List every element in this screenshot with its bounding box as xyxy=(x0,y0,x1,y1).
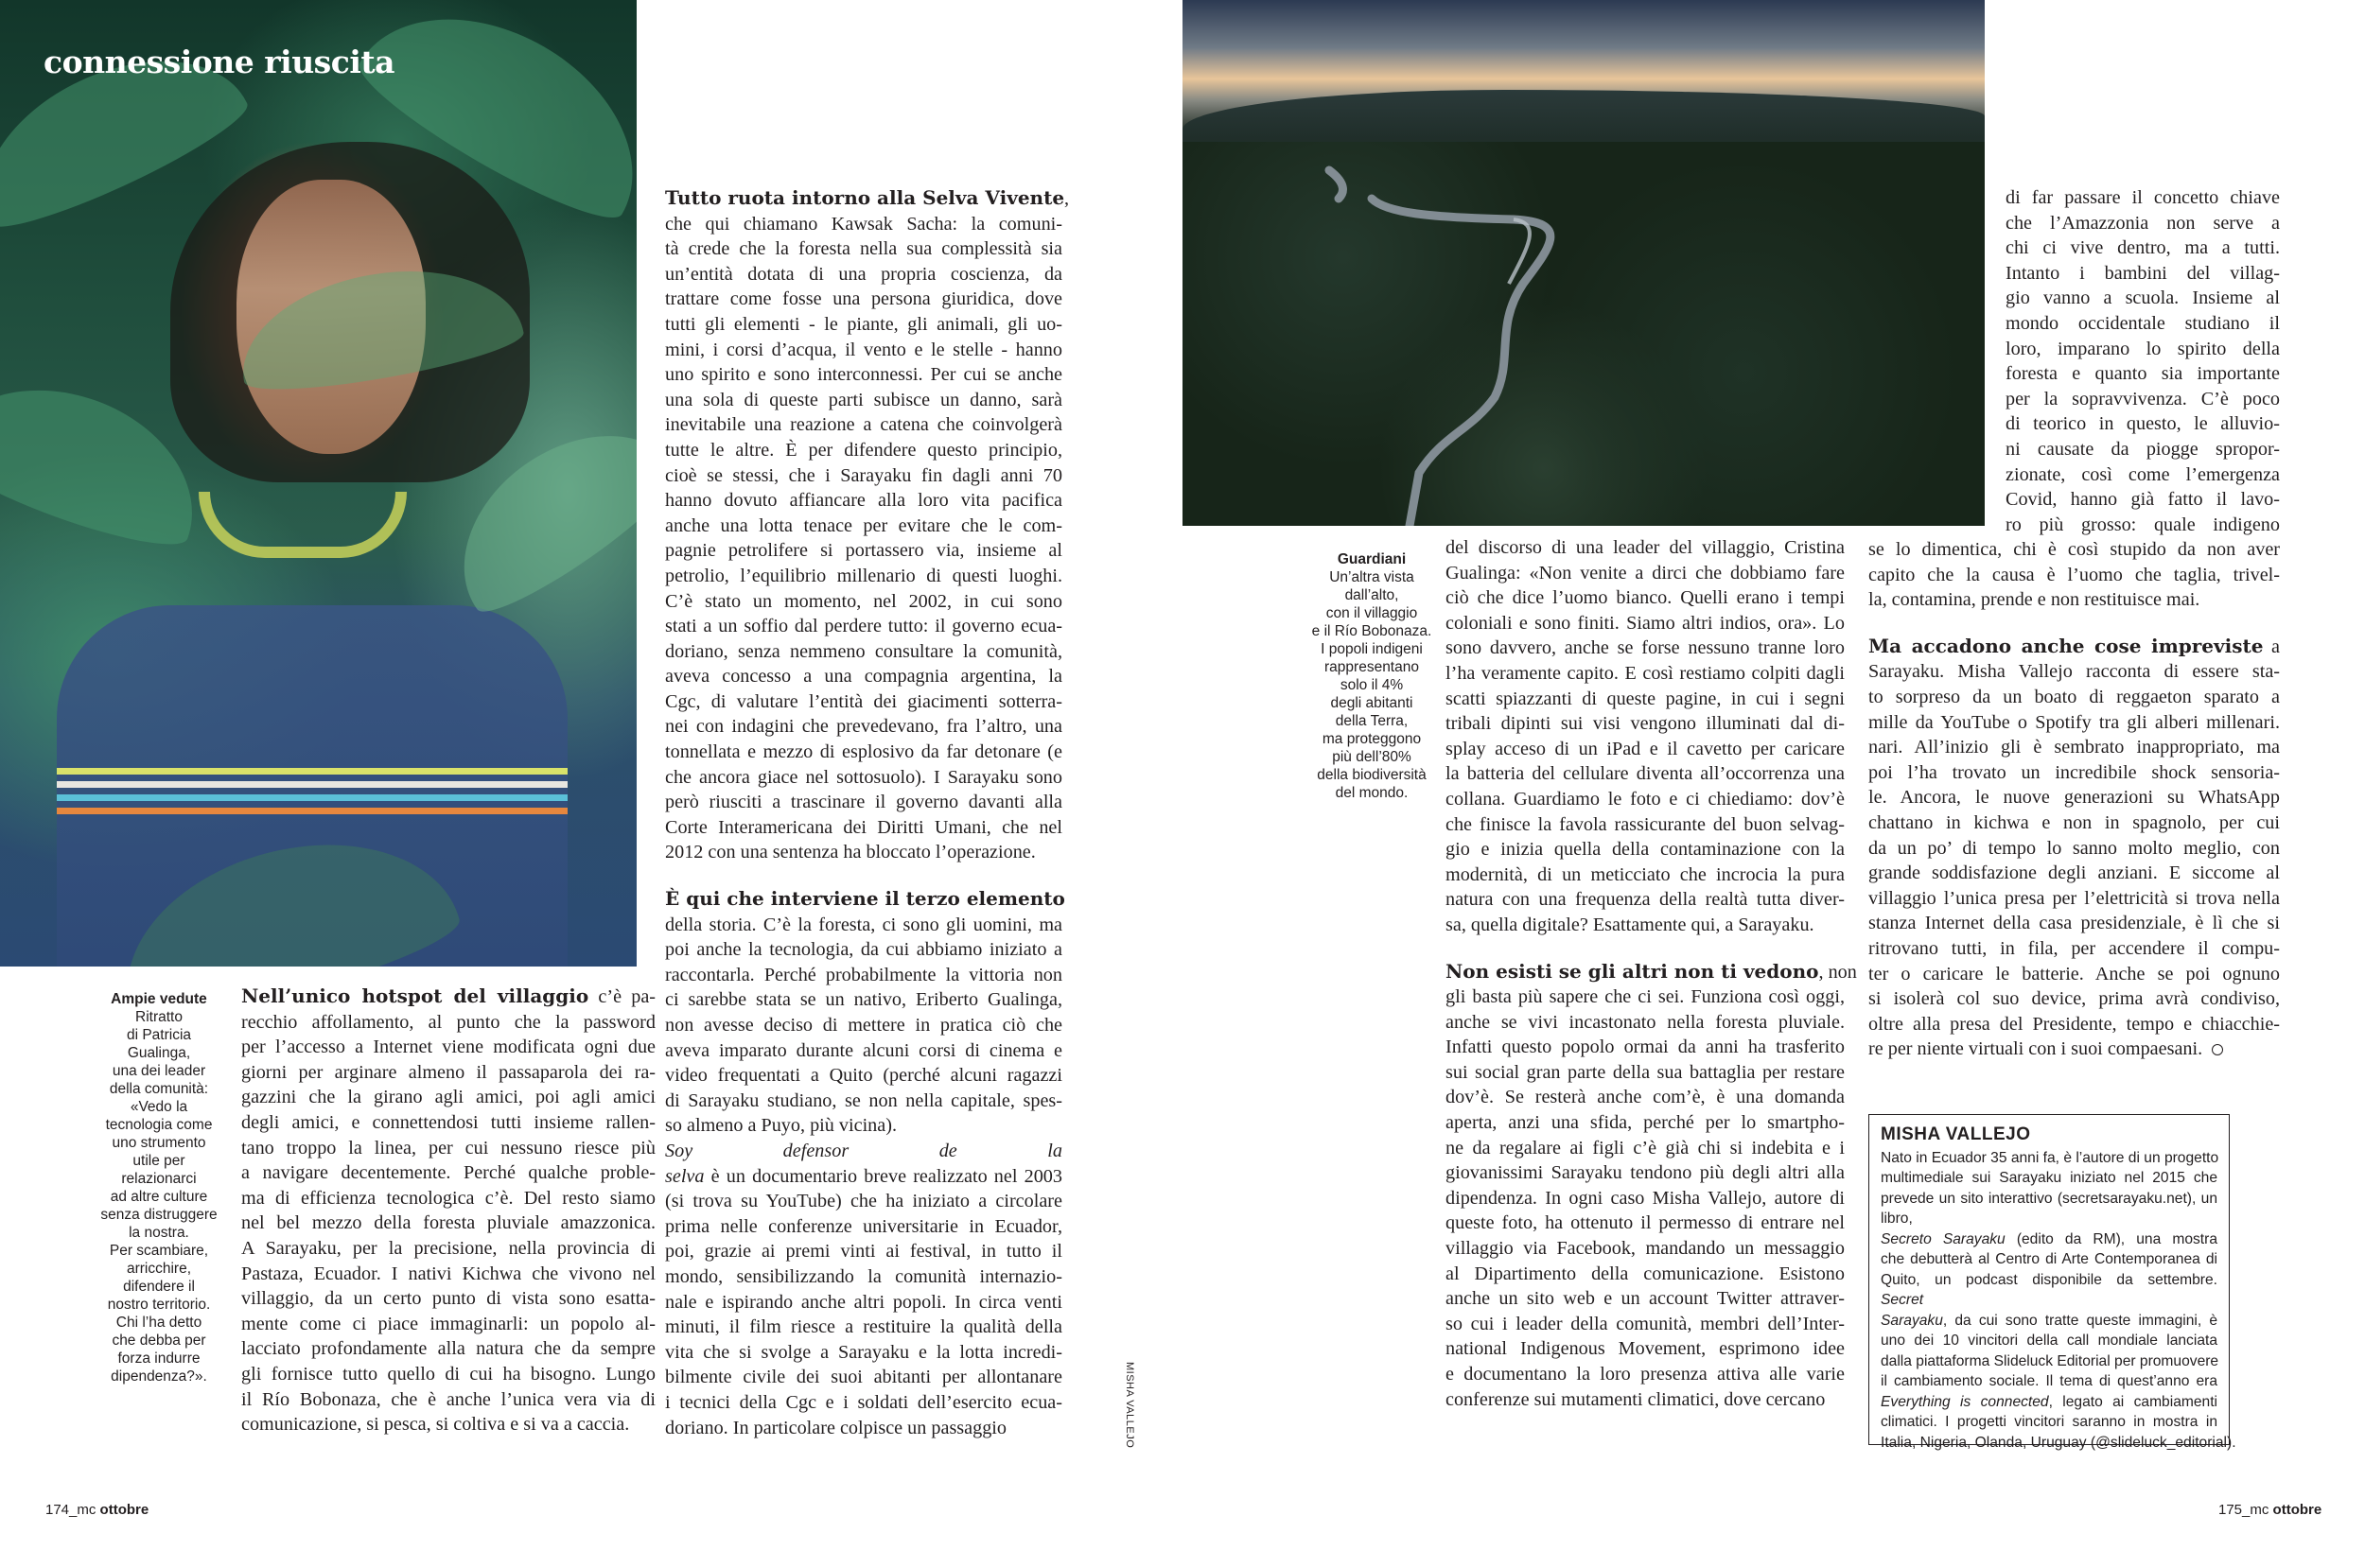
text-line: stanza Internet della casa presidenziale, è lì che si xyxy=(1868,913,2280,934)
text-line: del discorso di una leader del villaggio, Cristina xyxy=(1445,537,1845,558)
caption-line: della comunità: xyxy=(109,1081,209,1097)
text-line: aveva concesso a una compagnia argentina, la xyxy=(665,666,1062,688)
paragraph-opening xyxy=(665,886,1065,913)
text-line: doriano. In particolare colpisce un passaggio xyxy=(665,1417,1007,1438)
text-line: inevitabile una reazione a catena che coinvolgerà xyxy=(665,414,1062,436)
caption-title: Guardiani xyxy=(1337,551,1407,567)
text-line: gli fornisce tutto quello di cui ha bisogno. Lungo xyxy=(241,1363,656,1385)
bio-text-line: Italia, Nigeria, Olanda, Uruguay (@slideluck_editorial). xyxy=(1881,1434,2236,1451)
caption-line: di Patricia xyxy=(126,1027,192,1043)
text-line: e documentano la loro presenza attiva alle varie xyxy=(1445,1364,1845,1385)
paragraph-body xyxy=(241,1010,656,1437)
caption-title: Ampie vedute xyxy=(111,991,207,1007)
text-line: di teorico in questo, le alluvio- xyxy=(2006,413,2280,435)
text-line: tutti gli elementi - le piante, gli animali, gli uo- xyxy=(665,313,1062,335)
text-line: scatti spiazzanti di queste pagine, in cui i segni xyxy=(1445,688,1845,709)
text-line: 2012 con una sentenza ha bloccato l’operazione. xyxy=(665,842,1036,863)
text-line: mondo, sensibilizzando la comunità internazio- xyxy=(665,1265,1062,1287)
caption-line: degli abitanti xyxy=(1330,695,1413,711)
text-line: mondo occidentale studiano il xyxy=(2006,312,2280,334)
text-line: Cgc, di valutare l’entità dei giacimenti sotterra- xyxy=(665,690,1062,712)
paragraph-body xyxy=(1868,659,2280,1062)
caption-line: nostro territorio. xyxy=(107,1297,211,1313)
text-line: la, contamina, prende e non restituisce mai. xyxy=(1868,589,2200,611)
end-of-article-icon xyxy=(2212,1044,2223,1055)
text-line: gli basta più sapere che ci sei. Funziona così oggi, xyxy=(1445,986,1845,1008)
text-line: sa, quella digitale? Esattamente qui, a Sarayaku. xyxy=(1445,914,1814,935)
aerial-photo xyxy=(1182,0,1985,526)
text-line: poi l’ha trovato un incredibile shock sensoria- xyxy=(1868,761,2280,783)
text-line: di far passare il concetto chiave xyxy=(2006,187,2280,208)
text-line: ritrovano tutti, in fila, per accendere il compu- xyxy=(1868,937,2280,959)
caption-line: senza distruggere xyxy=(100,1207,218,1223)
folio-left: 174_mc ottobre xyxy=(45,1502,149,1518)
caption-line: che debba per xyxy=(112,1333,206,1349)
caption-line: ad altre culture xyxy=(110,1189,208,1205)
text-line: prima nelle conferenze universitarie in Ecuador, xyxy=(665,1215,1062,1237)
text-line: anche un sito web e un account Twitter attraver- xyxy=(1445,1288,1845,1310)
text-line: grande soddisfazione degli anziani. E siccome al xyxy=(1868,862,2280,884)
caption-line: relazionarci xyxy=(121,1171,197,1187)
text-line: splay acceso di un iPad e il cavetto per caricare xyxy=(1445,738,1845,759)
text-line: sono davvero, anche se forse nessuno tranne loro xyxy=(1445,637,1845,659)
text-line: Intanto i bambini del villag- xyxy=(2006,262,2280,284)
text-line: capito che la causa è l’uomo che taglia, trivel- xyxy=(1868,564,2280,585)
text-line: vita che si svolge a Sarayaku e la lotta incredi- xyxy=(665,1341,1062,1363)
text-line: ni causate da piogge spropor- xyxy=(2006,438,2280,460)
text-line: se lo dimentica, chi è così stupido da non aver xyxy=(1868,539,2280,560)
text-line: Sarayaku. Misha Vallejo racconta di essere sta- xyxy=(1868,661,2280,683)
text-line: che l’Amazzonia non serve a xyxy=(2006,212,2280,234)
text-line: una sola di queste parti subisce un danno, sarà xyxy=(665,389,1062,410)
author-bio-box xyxy=(1868,1114,2236,1451)
bio-text-line: Secret xyxy=(1881,1292,1924,1308)
bio-text-line: libro, xyxy=(1881,1211,1913,1227)
text-line: lacciato profondamente alla natura che da sempre xyxy=(241,1338,656,1360)
text-line: chi ci vive dentro, ma a tutti. xyxy=(2006,237,2280,259)
text-line: villaggio l’unica presa per l’elettricità si trova nella xyxy=(1868,887,2280,909)
subhead: Ma accadono anche cose impreviste xyxy=(1868,634,2264,657)
text-line: della storia. C’è la foresta, ci sono gli uomini, ma xyxy=(665,914,1062,935)
text-line: collana. Guardiamo le foto e ci chiediamo: dov’è xyxy=(1445,788,1845,810)
text-line: mille da YouTube o Spotify tra gli alberi millenari. xyxy=(1868,711,2280,733)
column-3 xyxy=(1445,535,1857,1412)
caption-line: più dell’80% xyxy=(1332,749,1411,765)
caption-line: solo il 4% xyxy=(1340,677,1404,693)
text-line: nei con indagini che prevedevano, fra l’altro, una xyxy=(665,716,1062,738)
bio-text xyxy=(1881,1412,2236,1453)
dress-stripe xyxy=(57,768,568,775)
bio-title: MISHA VALLEJO xyxy=(1881,1124,2031,1144)
caption-line: utile per xyxy=(132,1153,185,1169)
column-1 xyxy=(241,984,656,1437)
caption-line: I popoli indigeni xyxy=(1321,641,1423,657)
paragraph-opening: Ma accadono anche cose impreviste a xyxy=(1868,634,2280,657)
paragraph-body xyxy=(2006,185,2280,537)
photo-necklace xyxy=(199,492,407,558)
text-line: dov’è. Se resterà anche com’è, è una domanda xyxy=(1445,1087,1845,1108)
caption-line: rappresentano xyxy=(1324,659,1419,675)
subhead: È qui che interviene il terzo elemento xyxy=(665,887,1065,911)
text-line: trattare come fosse una persona giuridica, dove xyxy=(665,288,1062,310)
bio-text xyxy=(1881,1331,2217,1392)
text-line: recchio affollamento, al punto che la password xyxy=(241,1011,656,1033)
text-line: gio e inizia quella della contaminazione con la xyxy=(1445,839,1845,861)
text-line: poi anche la tecnologia, da cui abbiamo iniziato a xyxy=(665,939,1062,961)
text-line: modernità, di un meticciato che incrocia la pura xyxy=(1445,863,1845,885)
caption-line: Un’altra vista xyxy=(1329,569,1414,585)
text-line: Pastaza, Ecuador. I nativi Kichwa che vivono nel xyxy=(241,1263,656,1284)
text-line: video frequentati a Quito (perché alcuni ragazzi xyxy=(665,1065,1062,1087)
section-kicker: connessione riuscita xyxy=(44,44,395,80)
text-line: ciò che dice l’uomo bianco. Quelli erano i tempi xyxy=(1445,587,1845,609)
text-line: mini, i corsi d’acqua, il vento e le stelle - hanno xyxy=(665,339,1062,360)
caption-line: difendere il xyxy=(123,1279,195,1295)
river-graphic xyxy=(1182,0,1985,526)
text-line: foresta e quanto sia importante xyxy=(2006,363,2280,385)
text-line: villaggio via Facebook, mandando un messaggio xyxy=(1445,1238,1845,1260)
text-line: raccontarla. Perché probabilmente la vittoria non xyxy=(665,964,1062,985)
text-line: mente come ci piace immaginarli: un popolo al- xyxy=(241,1313,656,1334)
bio-text-line: Secreto Sarayaku (edito da RM), una mostra xyxy=(1881,1230,2217,1247)
text-line: però riusciti a trascinare il governo davanti alla xyxy=(665,792,1062,813)
text-line: un’entità dotata di una propria coscienza, da xyxy=(665,263,1062,285)
bio-text xyxy=(1881,1249,2217,1290)
film-title-line: selva è un documentario breve realizzato nel 2003 xyxy=(665,1165,1062,1187)
paragraph-body xyxy=(1445,984,1845,1412)
text-line: al Dipartimento della comunicazione. Esistono xyxy=(1445,1263,1845,1284)
text-line: cioè se stessi, che i Sarayaku fin dagli anni 70 xyxy=(665,464,1062,486)
paragraph-opening: Tutto ruota intorno alla Selva Vivente, xyxy=(665,186,1070,209)
column-4-narrow xyxy=(2006,185,2280,537)
paragraph-body xyxy=(1445,535,1845,938)
portrait-photo xyxy=(0,0,637,967)
text-line: Covid, hanno già fatto il lavo- xyxy=(2006,489,2280,511)
caption-line: forza indurre xyxy=(117,1350,201,1367)
dress-stripe xyxy=(57,794,568,801)
text-line: so almeno a Puyo, più vicina). xyxy=(665,1115,898,1137)
text-line: tutte le altre. È per difendere questo principio, xyxy=(665,439,1062,461)
text-line: to sorpreso da un boato di reggaeton sparato a xyxy=(1868,686,2280,707)
text-line: dipendenza. In ogni caso Misha Vallejo, autore di xyxy=(1445,1187,1845,1209)
text-line: gazzini che la girano agli amici, poi agli amici xyxy=(241,1087,656,1108)
text-line: Infatti questo popolo ormai da anni ha trasferito xyxy=(1445,1037,1845,1058)
paragraph-body xyxy=(665,212,1062,865)
dress-stripe xyxy=(57,808,568,814)
caption-line: «Vedo la xyxy=(130,1099,188,1115)
paragraph-body xyxy=(1868,537,2280,613)
text-line: che ancora giace nel sottosuolo). I Sarayaku sono xyxy=(665,766,1062,788)
text-line: sui social gran parte della sua battaglia per restare xyxy=(1445,1061,1845,1083)
caption-left xyxy=(99,990,219,1385)
caption-line: della Terra, xyxy=(1335,713,1409,729)
text-line: tribali dipinti sui visi vengono illuminati dal di- xyxy=(1445,713,1845,735)
text-line: tano troppo la linea, per cui nessuno riesce più xyxy=(241,1137,656,1159)
folio-right: 175_mc ottobre xyxy=(2218,1502,2322,1518)
caption-line: dall’alto, xyxy=(1344,587,1399,603)
text-line: natura con una frequenza della realtà tutta diver- xyxy=(1445,889,1845,911)
text-line: villaggio, da un certo punto di vista sono esatta- xyxy=(241,1288,656,1310)
text-line: i tecnici della Cgc e i soldati dell’esercito ecua- xyxy=(665,1391,1062,1413)
caption-line: con il villaggio xyxy=(1325,605,1418,621)
dress-stripe xyxy=(57,781,568,788)
caption-line: la nostra. xyxy=(129,1225,189,1241)
bio-text-line: Sarayaku, da cui sono tratte queste immagini, è xyxy=(1881,1312,2217,1329)
text-line: conferenze sui mutamenti climatici, dove cercano xyxy=(1445,1388,1826,1410)
text-line: il Río Bobonaza, che è anche l’unica vera via di xyxy=(241,1388,656,1410)
bio-text-line: Nato in Ecuador 35 anni fa, è l’autore di un progetto xyxy=(1881,1149,2219,1166)
caption-line: ma proteggono xyxy=(1322,731,1422,747)
text-line: Gualinga: «Non venite a dirci che dobbiamo fare xyxy=(1445,562,1845,584)
text-line: tà crede che la foresta nella sua complessità sia xyxy=(665,238,1062,260)
text-line: che finisce la favola rassicurante del buon selvag- xyxy=(1445,813,1845,835)
text-line: le. Ancora, le nuove generazioni su WhatsApp xyxy=(1868,787,2280,809)
text-line: queste foto, ha ottenuto il permesso di entrare nel xyxy=(1445,1212,1845,1234)
caption-body xyxy=(99,1008,219,1385)
text-line: so cui i leader della comunità, membri dell’Inter- xyxy=(1445,1313,1845,1334)
bio-text-line: il cambiamento sociale. Il tema di quest’anno era xyxy=(1881,1373,2217,1389)
caption-line: Chi l’ha detto xyxy=(115,1315,202,1331)
caption-line: uno strumento xyxy=(112,1135,206,1151)
text-line: re per niente virtuali con i suoi compaesani. xyxy=(1868,1037,2280,1062)
text-line: zionate, così come l’emergenza xyxy=(2006,463,2280,485)
caption-line: e il Río Bobonaza. xyxy=(1311,623,1432,639)
text-line: non avesse deciso di mettere in pratica ciò che xyxy=(665,1015,1062,1036)
bio-text xyxy=(1881,1148,2217,1229)
caption-line: Gualinga, xyxy=(127,1045,191,1061)
paragraph-opening: Nell’unico hotspot del villaggio c’è pa- xyxy=(241,984,656,1007)
column-2 xyxy=(665,185,1070,1440)
text-line: ma di efficienza tecnologica c’è. Del resto siamo xyxy=(241,1187,656,1209)
text-line: ter o caricare le batterie. Anche se poi ognuno xyxy=(1868,963,2280,984)
caption-line: del mondo. xyxy=(1335,785,1409,801)
caption-body xyxy=(1305,568,1438,802)
text-line: coloniali e sono finiti. Siamo altri indios, ora». Lo xyxy=(1445,612,1845,634)
text-line: per la sopravvivenza. C’è poco xyxy=(2006,388,2280,409)
subhead: Nell’unico hotspot del villaggio xyxy=(241,984,589,1007)
bio-text-line: multimediale sui Sarayaku iniziato nel 2015 che xyxy=(1881,1170,2217,1186)
text-line: di Sarayaku studiano, se non nella capitale, spes- xyxy=(665,1089,1062,1111)
text-line: Corte Interamericana dei Diritti Umani, che nel xyxy=(665,816,1062,838)
paragraph-opening: Non esisti se gli altri non ti vedono, non xyxy=(1445,959,1857,983)
text-line: che qui chiamano Kawsak Sacha: la comuni- xyxy=(665,213,1062,235)
text-line: national Indigenous Movement, esprimono idee xyxy=(1445,1338,1845,1360)
text-line: poi, grazie ai premi vinti ai festival, in tutto il xyxy=(665,1241,1062,1263)
text-line: chattano in kichwa e non in spagnolo, per cui xyxy=(1868,811,2280,833)
text-line: l’ha veramente capito. E così restiamo colpiti dagli xyxy=(1445,662,1845,684)
text-line: bilmente civile dei suoi abitanti per allontanare xyxy=(665,1367,1062,1388)
text-line: a navigare decentemente. Perché qualche proble- xyxy=(241,1162,656,1184)
text-line: A Sarayaku, per la precisione, nella provincia di xyxy=(241,1237,656,1259)
text-line: nari. All’inizio gli è sembrato inappropriato, ma xyxy=(1868,737,2280,758)
text-line: ci sarebbe stata se un nativo, Eriberto Gualinga, xyxy=(665,989,1062,1011)
text-line: giovanissimi Sarayaku tendono più degli altri alla xyxy=(1445,1162,1845,1184)
caption-line: arricchire, xyxy=(126,1261,192,1277)
text-line: tonnellata e mezzo di esplosivo da far detonare (e xyxy=(665,741,1062,763)
caption-line: della biodiversità xyxy=(1317,767,1427,783)
bio-text-line: Everything is connected, legato ai cambiamenti xyxy=(1881,1393,2217,1410)
text-line: pagnie petrolifere si portassero via, insieme al xyxy=(665,540,1062,562)
text-line: ne da regalare ai figli c’è già chi si indebita e i xyxy=(1445,1137,1845,1159)
text-line: C’è stato un momento, nel 2002, in cui sono xyxy=(665,590,1062,612)
text-line: anche se vivi incastonato nella foresta pluviale. xyxy=(1445,1011,1845,1033)
text-line: petrolio, l’equilibrio millenario di questi luoghi. xyxy=(665,565,1062,586)
bio-text-line: uno dei 10 vincitori della call mondiale lanciata xyxy=(1881,1333,2217,1349)
paragraph-body xyxy=(665,1189,1062,1440)
bio-text-line: climatici. I progetti vincitori saranno in mostra in xyxy=(1881,1414,2217,1430)
text-line: aperta, anzi una sfida, perché per lo smartpho- xyxy=(1445,1112,1845,1134)
text-line: uno spirito e sono interconnessi. Per cui se anche xyxy=(665,364,1062,386)
caption-right xyxy=(1305,550,1438,802)
text-line: nel bel mezzo della foresta pluviale amazzonica. xyxy=(241,1212,656,1234)
caption-line: una dei leader xyxy=(112,1063,206,1079)
paragraph-body xyxy=(665,913,1062,1139)
text-line: per l’accesso a Internet viene modificata ogni due xyxy=(241,1037,656,1058)
bio-text-line: dalla piattaforma Slideluck Editorial per promuovere xyxy=(1881,1352,2219,1369)
text-line: da un po’ di tempo lo sanno molto meglio, con xyxy=(1868,837,2280,859)
text-line: aveva imparato durante alcuni corsi di cinema e xyxy=(665,1039,1062,1061)
bio-text-line: che debutterà al Centro di Arte Contemporanea di xyxy=(1881,1251,2217,1267)
text-line: anche una lotta tenace per evitare che le com- xyxy=(665,514,1062,536)
caption-line: Per scambiare, xyxy=(109,1243,209,1259)
text-line: hanno dovuto affiancare alla loro vita pacifica xyxy=(665,490,1062,512)
text-line: giorni per arginare almeno il passaparola dei ra- xyxy=(241,1061,656,1083)
caption-line: Ritratto xyxy=(135,1009,183,1025)
text-line: degli amici, e connettendosi tutti insieme rallen- xyxy=(241,1111,656,1133)
subhead: Tutto ruota intorno alla Selva Vivente xyxy=(665,186,1065,209)
photo-credit: MISHA VALLEJO xyxy=(1124,1362,1135,1449)
film-title-line: Soy defensor de la xyxy=(665,1140,1062,1161)
text-line: loro, imparano lo spirito della xyxy=(2006,338,2280,359)
bio-text-line: prevede un sito interattivo (secretsarayaku.net), un xyxy=(1881,1190,2217,1207)
text-line: nale e ispirando anche altri popoli. In circa venti xyxy=(665,1291,1062,1313)
subhead: Non esisti se gli altri non ti vedono xyxy=(1445,959,1819,983)
text-line: la batteria del cellulare diventa all’occorrenza una xyxy=(1445,763,1845,785)
text-line: si isolerà col suo device, prima avrà condiviso, xyxy=(1868,988,2280,1010)
bio-text-line: Quito, un podcast disponibile da settembre. xyxy=(1881,1271,2217,1288)
caption-line: tecnologia come xyxy=(105,1117,213,1133)
column-4 xyxy=(1868,537,2280,1062)
text-line: oltre alla presa del Presidente, tempo e chiacchie- xyxy=(1868,1013,2280,1035)
caption-line: dipendenza?». xyxy=(111,1368,207,1385)
text-line: gio vanno a scuola. Insieme al xyxy=(2006,287,2280,309)
text-line: stati a un soffio dal perdere tutto: il governo ecua- xyxy=(665,616,1062,637)
text-line: comunicazione, si pesca, si coltiva e si va a caccia. xyxy=(241,1414,630,1436)
text-line: minuti, il film riesce a restituire la qualità della xyxy=(665,1316,1062,1338)
text-line: (si trova su YouTube) che ha iniziato a circolare xyxy=(665,1191,1062,1212)
text-line: doriano, senza nemmeno consultare la comunità, xyxy=(665,640,1062,662)
text-line: ro più grosso: quale indigeno xyxy=(2006,514,2280,535)
